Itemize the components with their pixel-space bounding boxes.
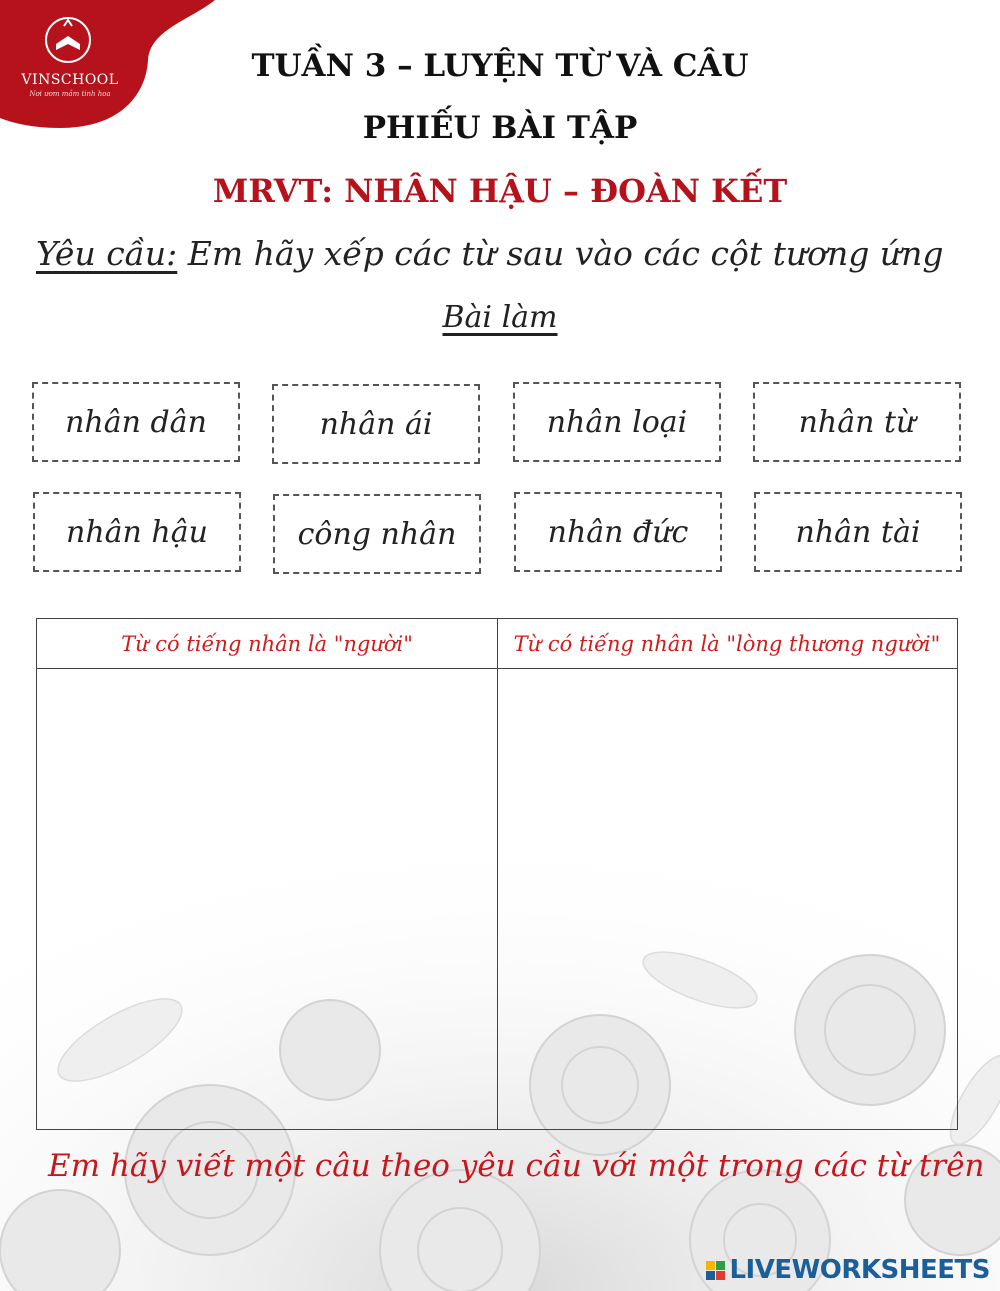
logo-tagline: Nơi ươm mầm tinh hoa bbox=[29, 90, 111, 98]
word-card[interactable]: nhân ái bbox=[272, 384, 480, 464]
worksheet-title: PHIẾU BÀI TẬP bbox=[362, 110, 638, 146]
liveworksheets-icon bbox=[706, 1261, 725, 1280]
logo-name: VINSCHOOL bbox=[21, 72, 119, 88]
drop-zone-nguoi[interactable] bbox=[37, 669, 497, 1129]
word-card[interactable]: nhân loại bbox=[513, 382, 721, 462]
section-title: Bài làm bbox=[442, 300, 558, 335]
word-card[interactable]: nhân dân bbox=[32, 382, 240, 462]
word-card[interactable]: nhân hậu bbox=[33, 492, 241, 572]
word-card[interactable]: nhân tài bbox=[754, 492, 962, 572]
word-card[interactable]: công nhân bbox=[273, 494, 481, 574]
instruction-text: Em hãy xếp các từ sau vào các cột tương ứng bbox=[177, 234, 944, 273]
column-header-long-thuong-nguoi: Từ có tiếng nhân là "lòng thương người" bbox=[497, 619, 957, 669]
writing-prompt: Em hãy viết một câu theo yêu cầu với một trong các từ trên bbox=[48, 1148, 985, 1184]
column-header-nguoi: Từ có tiếng nhân là "người" bbox=[37, 619, 497, 669]
worksheet-topic: MRVT: NHÂN HẬU – ĐOÀN KẾT bbox=[212, 172, 788, 210]
liveworksheets-logo-text: LIVEWORKSHEETS bbox=[729, 1255, 990, 1285]
drop-zone-long-thuong-nguoi[interactable] bbox=[498, 669, 957, 1129]
worksheet-title-week: TUẦN 3 – LUYỆN TỪ VÀ CÂU bbox=[251, 48, 749, 84]
word-card[interactable]: nhân từ bbox=[753, 382, 961, 462]
instruction-label: Yêu cầu: bbox=[36, 234, 178, 273]
liveworksheets-brand bbox=[706, 1255, 990, 1285]
instruction bbox=[36, 234, 943, 273]
word-card[interactable]: nhân đức bbox=[514, 492, 722, 572]
sorting-table bbox=[36, 618, 958, 1130]
